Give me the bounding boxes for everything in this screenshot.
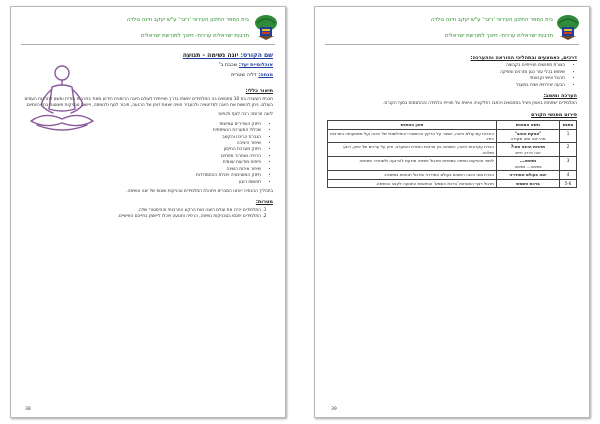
closing-text: בתהליך ההנחיה יינתנו הסברים ויתרגלו התלמידים טכניקות שונות של יוגה ונשימה. — [126, 188, 273, 194]
table-row — [328, 129, 577, 143]
list-item: • חיזוק השרירים וגמישות — [23, 122, 261, 128]
header-school-name: בית הספר התיכון העירוני 'ריגר' ע"ש יעקב וזינה גולדה — [430, 17, 553, 23]
list-item: • שימוש בכלי עזר כגון מזרנים ומוזיקה — [327, 70, 565, 76]
general-description-heading: תיאור כללי: — [245, 88, 273, 95]
list-item: • הבעה יצירתית ושיח במעגל — [327, 83, 565, 89]
list-item: • פיתוח מודעות עצמית — [23, 160, 261, 166]
page-number: 38 — [25, 407, 31, 412]
evaluation-heading: הערכה ומשוב: — [543, 93, 577, 100]
target-audience-value: שכבת ב' — [219, 62, 238, 69]
column-header-content: תוכן המפגש — [328, 121, 497, 129]
header-school-name: בית הספר התיכון העירוני 'ריגר' ע"ש יעקב וזינה גולדה — [126, 17, 249, 23]
sessions-table — [327, 120, 577, 188]
header-program-name: תרבות ישראלית ערכית- חינוך למורשת ישראלית — [140, 33, 249, 39]
session-number: 1 — [560, 129, 577, 143]
session-content: לימוד טכניקות נשימה בסיסיות ותרגול נשימה מודעת להרגעה ולשחרור מתחים. — [328, 157, 497, 171]
session-topic-title: יוגה בעולם המודרני — [509, 172, 547, 178]
school-logo-icon — [555, 13, 581, 41]
outline-heading: פירוט מפגשי הקורס — [530, 111, 577, 118]
session-topic-sub: יוגה כדרך חיים — [515, 149, 541, 155]
session-topic-title: "אבקת הזהב" — [514, 130, 542, 136]
session-number: 3 — [560, 157, 577, 171]
session-number: 5-6 — [560, 179, 577, 187]
goals-heading: מטרות: — [255, 199, 273, 206]
list-item: • חיזוק מערכת החיסון — [23, 147, 261, 153]
session-number: 2 — [560, 143, 577, 157]
list-item: • שיפור איכות השינה — [23, 167, 261, 173]
list-item: • הרפיה ושחרור מתחים — [23, 154, 261, 160]
benefits-intro: ליוגה תרומה רבה לגוף ולנפש: — [217, 112, 273, 118]
left-page — [10, 6, 286, 418]
page-number: 39 — [331, 407, 337, 412]
course-title-value: יוגה נשימה - תנועה — [182, 52, 239, 59]
session-topic — [497, 129, 560, 143]
session-topic-title: תרבות היוגה מהי? — [510, 144, 546, 150]
session-content: תרגול רצף התנוחות 'ברכת השמש' והתאמת התנועה לקצב הנשימה. — [328, 179, 497, 187]
header-divider — [21, 44, 275, 45]
session-topic-title: נשימה... — [519, 158, 537, 164]
table-row — [328, 157, 577, 171]
list-item: 2. התלמידים יתנסו בטכניקות נשימה, הרפיה ותנועה ויוכלו ליישמן בחייהם האישיים. — [23, 214, 261, 220]
target-audience-label: אוכלוסיית יעד: — [238, 62, 273, 69]
column-header-topic: נושא המפגש — [497, 121, 560, 129]
course-title — [23, 53, 273, 59]
instructor-label: מנחה: — [258, 71, 273, 78]
column-header-session: מפגש — [560, 121, 577, 129]
session-content: היכרות עם עולם היוגה, הסבר על הרקע ההיסטורי והפילוסופי של היוגה ועל משמעותה בתרבות הודו. — [328, 129, 497, 143]
session-number: 4 — [560, 171, 577, 179]
table-row — [328, 143, 577, 157]
methods-heading: דרכים, כאמצעים ובתהליכי ההוראה וההערכה: — [470, 55, 577, 61]
header-divider — [325, 44, 579, 45]
list-item: • חיזוק המוטיבציה ויכולת ההתמודדות — [23, 173, 261, 179]
general-description-text: תכנית העשרה בת 10 מפגשים בה התלמידים יחשפו בדרך חווייתית לעולם היוגה הרוחנית הידוע מאוד בתרבות הודית ומשם לתרבות העמים בעולם. ניתן להשוות את היוגה למדיטציה ולהעביר חוויה יוצאת דופן של הרגעה, חיבור לגוף ולנשימה, ויישום טכניקות פשוטות בחיי היומיום. — [24, 96, 273, 109]
session-topic — [497, 171, 560, 179]
target-audience — [23, 62, 273, 68]
evaluation-text: התלמידים ישתתפו באופן פעיל במפגשים ויכתבו רפלקציה אישית על חוויית הלמידה וההתנסות בסוף הקורס. — [383, 101, 577, 107]
session-content: הכרת עקרונות היוגה, השוואה בין תרבות המזרח והמערב, ודיון על ערכים של איזון, רוגע ושלווה. — [328, 143, 497, 157]
list-item: • שכלול המערכת הנשימתית — [23, 128, 261, 134]
list-item: • הגברת הריכוז והקשב — [23, 135, 261, 141]
school-logo-icon — [253, 13, 279, 41]
session-content: הכרת סוגי היוגה השונים בעולם המודרני ותרגול תנוחות בסיסיות. — [328, 171, 497, 179]
list-item: • שיפור היציבה — [23, 141, 261, 147]
table-row — [328, 171, 577, 179]
instructor-value: דליה שטרית — [231, 71, 257, 78]
session-topic-title: ברכת השמש — [516, 180, 540, 186]
list-item: • תרגול אישי וקבוצתי — [327, 76, 565, 82]
session-topic — [497, 179, 560, 187]
goals-list — [23, 208, 273, 221]
list-item: 1. התלמידים יכירו את עולם היוגה ואת הרקע התרבותי וההיסטורי שלה. — [23, 208, 261, 214]
session-topic — [497, 143, 560, 157]
session-topic-sub: נשימה... נשימה — [514, 163, 542, 169]
instructor — [23, 72, 273, 78]
list-item: • תחושת רוגע — [23, 180, 261, 186]
list-item: • בצורת מפגשים חווייתיים בקבוצה — [327, 63, 565, 69]
session-topic — [497, 157, 560, 171]
table-row — [328, 179, 577, 187]
table-header-row — [328, 121, 577, 129]
benefits-list — [23, 122, 273, 186]
right-page — [314, 6, 590, 418]
session-topic-sub: מהי יוגה ומה מקורה — [510, 136, 546, 142]
course-title-label: שם הקורס: — [240, 52, 273, 59]
header-program-name: תרבות ישראלית ערכית- חינוך למורשת ישראלית — [444, 33, 553, 39]
methods-list — [327, 63, 577, 89]
